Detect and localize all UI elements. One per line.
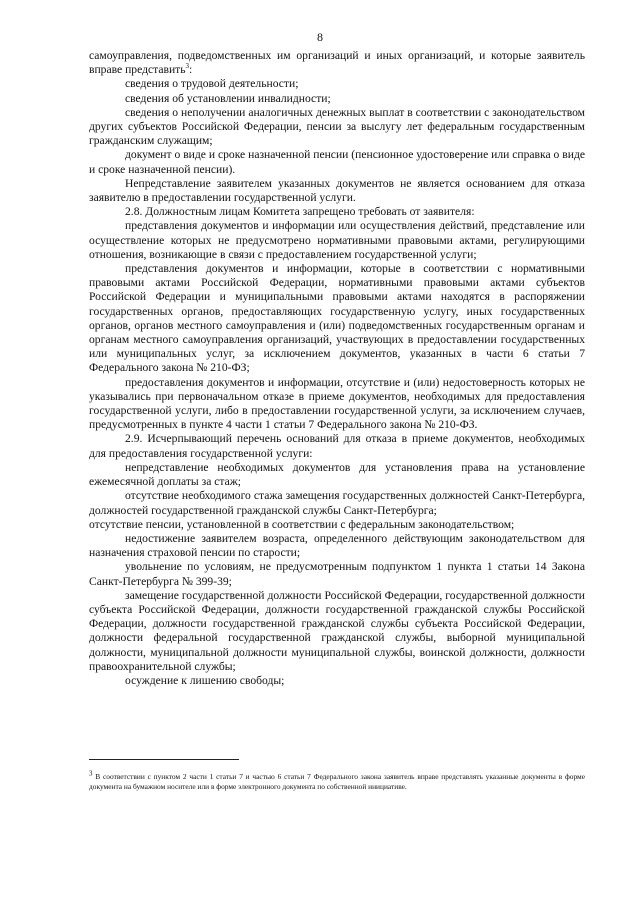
document-body xyxy=(89,49,585,688)
paragraph-17: замещение государственной должности Российской Федерации, государственной должности субъекта Российской Федерации, должности государственной гражданской службы Российской Федерации, должности государственной гражданской службы субъекта Российской Федерации, должности федеральной государственной гражданской службы, выборной муниципальной должности, муниципальной должности муниципальной службы, воинской должности, должности правоохранительной службы; xyxy=(89,588,585,673)
paragraph-18: осуждение к лишению свободы; xyxy=(125,673,285,687)
paragraph-14: отсутствие пенсии, установленной в соответствии с федеральным законодательством; xyxy=(89,517,515,531)
paragraph-16: увольнение по условиям, не предусмотренным подпунктом 1 пункта 1 статьи 14 Закона Санкт-Петербурга № 399-39; xyxy=(89,560,585,588)
paragraph-8: представления документов и информации или осуществления действий, представление или осуществление которых не предусмотрено нормативными правовыми актами, регулирующими отношения, возникающие в связи с предоставлением государственной услуги; xyxy=(89,219,585,261)
paragraph-3: сведения об установлении инвалидности; xyxy=(125,91,331,105)
footnotes xyxy=(89,769,585,792)
footnote-text: В соответствии с пунктом 2 части 1 статьи 7 и частью 6 статьи 7 Федерального закона заявитель вправе представлять указанные документы в форме документа на бумажном носителе или в форме электронного документа по собственной инициативе. xyxy=(89,772,585,792)
paragraph-5: документ о виде и сроке назначенной пенсии (пенсионное удостоверение или справка о виде и сроке назначенной пенсии). xyxy=(89,148,585,176)
paragraph-text: самоуправления, подведомственных им организаций и иных организаций, и которые заявитель вправе представить xyxy=(89,49,585,77)
paragraph-13: отсутствие необходимого стажа замещения государственных должностей Санкт-Петербурга, должностей государственной гражданской службы Санкт-Петербурга; xyxy=(89,489,585,517)
paragraph-2: сведения о трудовой деятельности; xyxy=(125,77,299,91)
paragraph-10: предоставления документов и информации, отсутствие и (или) недостоверность которых не указывались при первоначальном отказе в приеме документов, необходимых для предоставления государственной услуги, либо в предоставлении государственной услуги, за исключением случаев, предусмотренных в пункте 4 части 1 статьи 7 Федерального закона № 210-ФЗ. xyxy=(89,375,585,432)
paragraph-7: 2.8. Должностным лицам Комитета запрещено требовать от заявителя: xyxy=(125,205,475,219)
footnote-reference[interactable]: 3 xyxy=(185,62,189,71)
paragraph-12: непредставление необходимых документов для установления права на установление ежемесячной доплаты за стаж; xyxy=(89,460,585,489)
paragraph-15: недостижение заявителем возраста, определенного действующим законодательством для назначения страховой пенсии по старости; xyxy=(89,531,585,560)
paragraph-11: 2.9. Исчерпывающий перечень оснований для отказа в приеме документов, необходимых для предоставления государственной услуги: xyxy=(89,432,585,460)
paragraph-6: Непредставление заявителем указанных документов не является основанием для отказа заявителю в предоставлении государственной услуги. xyxy=(89,176,585,205)
paragraph-4: сведения о неполучении аналогичных денежных выплат в соответствии с законодательством других субъектов Российской Федерации, пенсии за выслугу лет федеральным государственным гражданским служащим; xyxy=(89,105,585,148)
footnote-item xyxy=(89,769,585,792)
paragraph-9: представления документов и информации, которые в соответствии с нормативными правовыми актами Российской Федерации, нормативными правовыми актами субъектов Российской Федерации и муниципальными правовыми актами находятся в распоряжении государственных органов, предоставляющих государственную услугу, иных государственных органов, органов местного самоуправления и (или) подведомственных государственным органам и органам местного самоуправления организаций, участвующих в предоставлении государственных или муниципальных услуг, за исключением документов, указанных в части 6 статьи 7 Федерального закона № 210-ФЗ; xyxy=(89,262,585,375)
paragraph-1 xyxy=(89,49,585,77)
paragraph-tail: : xyxy=(189,63,193,77)
footnote-divider xyxy=(89,759,239,760)
page-number: 8 xyxy=(317,30,323,44)
footnote-mark: 3 xyxy=(89,769,93,778)
